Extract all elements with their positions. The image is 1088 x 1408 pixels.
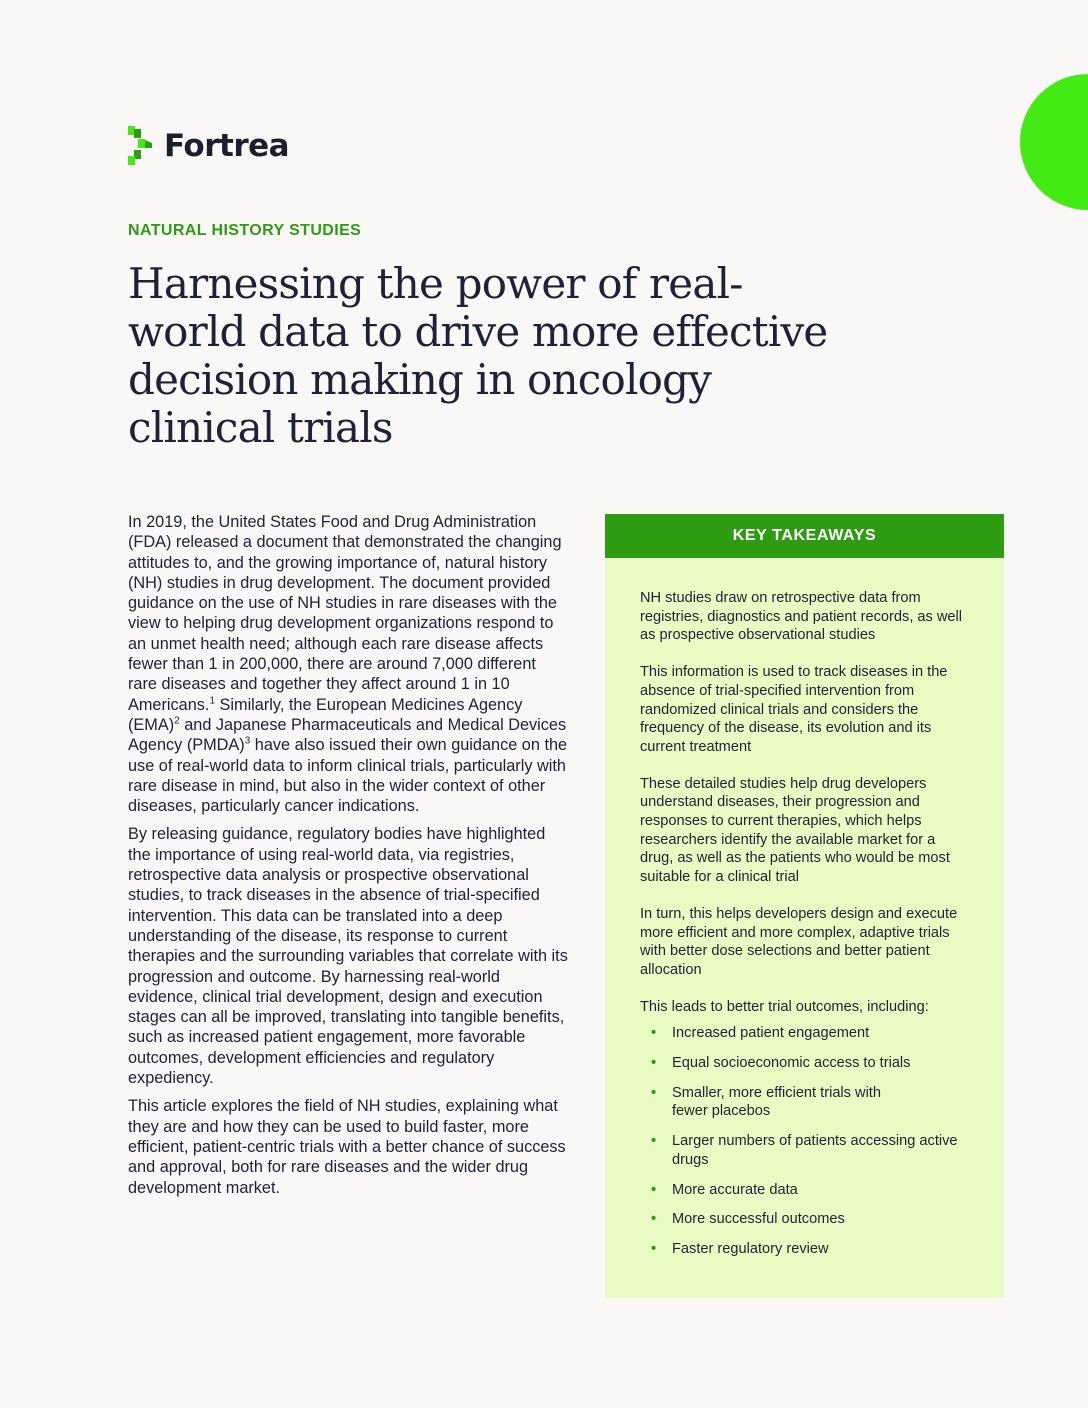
list-item-text: Smaller, more efficient trials with fewer placebos (672, 1084, 881, 1120)
key-takeaways-panel (605, 514, 1004, 1298)
takeaway-paragraph: These detailed studies help drug developers understand diseases, their progression and responses to current therapies, which helps researchers identify the available market for a drug, as well as the patients who would be most suitable for a clinical trial (640, 775, 950, 886)
list-item (640, 1054, 970, 1073)
list-item (640, 1181, 970, 1200)
decorative-green-circle (1020, 74, 1088, 210)
fortrea-logo-mark-icon (128, 126, 154, 166)
key-takeaways-header: KEY TAKEAWAYS (605, 514, 1004, 558)
list-item (640, 1084, 894, 1121)
key-takeaways-body (605, 558, 1004, 1259)
takeaway-paragraph: NH studies draw on retrospective data from registries, diagnostics and patient records, as well as prospective observational studies (640, 590, 963, 644)
list-item-text: Faster regulatory review (672, 1240, 829, 1257)
list-item (640, 1210, 970, 1229)
list-item-text: More accurate data (672, 1181, 798, 1198)
bullet-icon: • (651, 1181, 657, 1198)
list-item-text: Increased patient engagement (672, 1025, 870, 1042)
list-item-text: Larger numbers of patients accessing active drugs (672, 1133, 958, 1168)
list-item (640, 1240, 970, 1259)
section-eyebrow: NATURAL HISTORY STUDIES (128, 222, 362, 239)
bullet-icon: • (651, 1055, 657, 1072)
list-item-text: More successful outcomes (672, 1211, 845, 1228)
p1-text-d: have also issued their own guidance on the use of real-world data to inform clinical trials, particularly with rare disease in mind, but also in the wider context of other diseases, particularly cancer indications. (128, 736, 568, 816)
page-title: Harnessing the power of real-world data to drive more effective decision making in oncology clinical trials (128, 259, 828, 452)
takeaway-list-intro: This leads to better trial outcomes, including: (640, 998, 929, 1015)
p1-text-b: Similarly, the European Medicines Agency (EMA) (128, 695, 523, 734)
p1-text-a: In 2019, the United States Food and Drug Administration (FDA) released a document that demonstrated the changing attitudes to, and the growing importance of, natural history (NH) studies in drug development. The document provided guidance on the use of NH studies in rare diseases with the view to helping drug development organizations respond to an unmet health need; although each rare disease affects fewer than 1 in 200,000, there are around 7,000 different rare diseases and together they affect around 1 in 10 Americans. (128, 513, 562, 714)
bullet-icon: • (651, 1025, 657, 1042)
bullet-icon: • (651, 1240, 657, 1257)
body-paragraph-2: By releasing guidance, regulatory bodies have highlighted the importance of using real-world data, via registries, retrospective data analysis or prospective observational studies, to track diseases in the absence of trial-specified intervention. This data can be translated into a deep understanding of the disease, its response to current therapies and the surrounding variables that correlate with its progression and outcome. By harnessing real-world evidence, clinical trial development, design and execution stages can all be improved, translating into tangible benefits, such as increased patient engagement, more favorable outcomes, development efficiencies and regulatory expediency. (128, 825, 568, 1088)
article-body (128, 512, 568, 1206)
bullet-icon: • (651, 1133, 657, 1150)
takeaway-paragraph: This information is used to track diseases in the absence of trial-specified intervention from randomized clinical trials and considers the frequency of the disease, its evolution and its current treatment (640, 664, 948, 755)
p1-text-c: and Japanese Pharmaceuticals and Medical Devices Agency (PMDA) (128, 715, 567, 755)
outcomes-list (640, 1024, 970, 1258)
body-paragraph-3: This article explores the field of NH studies, explaining what they are and how they can be used to build faster, more efficient, patient-centric trials with a better chance of success and approval, both for rare diseases and the wider drug development market. (128, 1097, 566, 1197)
footnote-ref-1: 1 (209, 695, 215, 707)
bullet-icon: • (651, 1211, 657, 1228)
list-item (640, 1024, 970, 1043)
list-item (640, 1132, 962, 1169)
takeaway-paragraph: In turn, this helps developers design and execute more efficient and more complex, adaptive trials with better dose selections and better patient allocation (640, 905, 958, 978)
footnote-ref-2: 2 (174, 715, 180, 727)
bullet-icon: • (651, 1084, 657, 1101)
body-paragraph-1 (128, 512, 568, 816)
footnote-ref-3: 3 (244, 735, 251, 747)
fortrea-logo (128, 124, 289, 168)
logo-wordmark: Fortrea (164, 128, 290, 164)
list-item-text: Equal socioeconomic access to trials (672, 1055, 911, 1072)
